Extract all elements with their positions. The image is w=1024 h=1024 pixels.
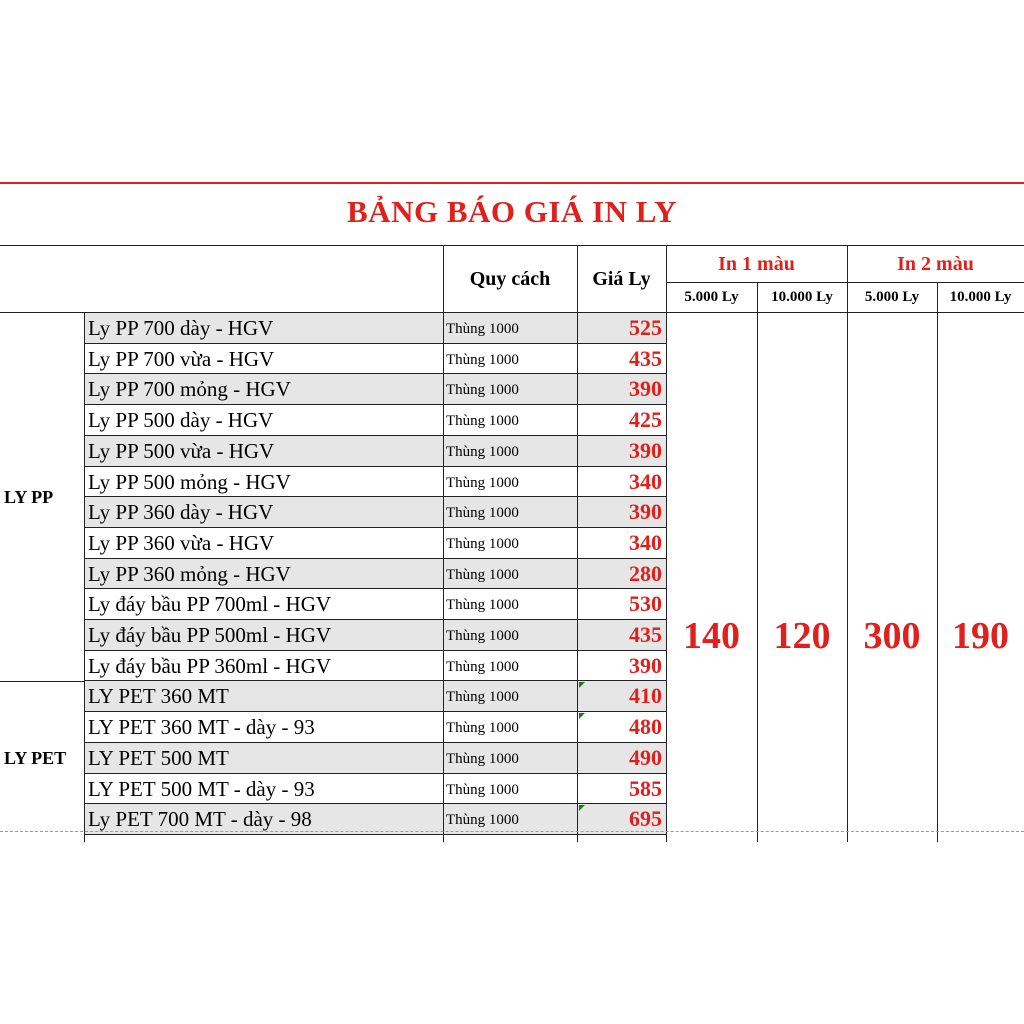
table-row: [84, 405, 666, 435]
table-row: [84, 651, 666, 681]
product-packing: Thùng 1000: [446, 750, 519, 767]
product-packing: Thùng 1000: [446, 443, 519, 460]
product-packing: Thùng 1000: [446, 812, 519, 829]
product-name: Ly PP 500 vừa - HGV: [88, 438, 275, 463]
product-name: LY PET 500 MT - dày - 93: [88, 776, 315, 801]
print-1-color-10000-price: 120: [773, 615, 831, 657]
product-price: 340: [629, 468, 662, 494]
group-label-ly-pet: LY PET: [4, 748, 67, 768]
col-border-print2: [847, 245, 848, 842]
product-name: Ly đáy bầu PP 700ml - HGV: [88, 592, 332, 617]
header-price: Giá Ly: [592, 268, 651, 290]
header-qty-10000-a: 10.000 Ly: [771, 289, 833, 305]
cell-comment-marker: [579, 682, 585, 688]
header-print-1-color: In 1 màu: [718, 253, 795, 275]
print-2-color-10000-price: 190: [952, 615, 1009, 657]
product-name: Ly PP 700 dày - HGV: [88, 316, 274, 340]
product-packing: Thùng 1000: [446, 658, 519, 675]
product-name: Ly PP 700 vừa - HGV: [88, 346, 275, 371]
product-packing: Thùng 1000: [446, 321, 519, 337]
product-packing: Thùng 1000: [446, 781, 519, 798]
table-row: [84, 743, 666, 773]
product-packing: Thùng 1000: [446, 597, 519, 614]
col-border-spec: [443, 245, 444, 842]
page-break-line: [0, 831, 1024, 832]
table-row: [84, 344, 666, 374]
product-packing: Thùng 1000: [446, 720, 519, 737]
product-packing: Thùng 1000: [446, 413, 519, 430]
table-row: [84, 559, 666, 589]
product-price: 480: [629, 714, 662, 740]
product-price: 695: [629, 806, 662, 832]
group-label-ly-pp: LY PP: [4, 487, 54, 507]
table-row: [84, 589, 666, 619]
product-name: Ly PET 700 MT - dày - 98: [88, 807, 312, 832]
product-name: Ly PP 360 dày - HGV: [88, 500, 274, 525]
print-2-color-5000-price: 300: [863, 615, 921, 657]
product-price: 340: [629, 529, 662, 555]
table-row: [84, 374, 666, 404]
print-1-color-5000-price: 140: [683, 615, 740, 657]
product-name: LY PET 360 MT: [88, 684, 229, 709]
product-name: Ly PP 360 mỏng - HGV: [88, 561, 291, 586]
header-qty-5000-b: 5.000 Ly: [864, 289, 920, 305]
product-price: 390: [629, 437, 662, 463]
table-row: [84, 467, 666, 497]
product-price: 525: [629, 315, 662, 340]
product-price: 530: [629, 591, 662, 617]
row-divider: [84, 834, 666, 835]
product-name: LY PET 500 MT: [88, 745, 229, 770]
header-qty-5000-a: 5.000 Ly: [684, 289, 739, 305]
product-packing: Thùng 1000: [446, 505, 519, 522]
product-name: Ly đáy bầu PP 500ml - HGV: [88, 623, 332, 647]
product-price: 410: [629, 683, 662, 709]
group-divider: [0, 681, 84, 682]
product-name: Ly PP 500 dày - HGV: [88, 408, 274, 433]
product-name: LY PET 360 MT - dày - 93: [88, 715, 315, 740]
header-print-2-color: In 2 màu: [897, 253, 974, 275]
product-name: Ly PP 360 vừa - HGV: [88, 530, 275, 555]
product-name: Ly PP 700 mỏng - HGV: [88, 377, 291, 402]
col-border-print1: [666, 245, 667, 842]
cell-comment-marker: [579, 805, 585, 811]
product-packing: Thùng 1000: [446, 628, 519, 644]
header-top-border: [0, 245, 1024, 246]
product-packing: Thùng 1000: [446, 382, 519, 399]
product-packing: Thùng 1000: [446, 351, 519, 368]
product-name: Ly PP 500 mỏng - HGV: [88, 469, 291, 494]
cell-comment-marker: [579, 713, 585, 719]
table-row: [84, 436, 666, 466]
page-title: BẢNG BÁO GIÁ IN LY: [347, 194, 677, 229]
product-price: 390: [629, 376, 662, 402]
product-packing: Thùng 1000: [446, 474, 519, 491]
table-row: [84, 313, 666, 343]
header-qty-10000-b: 10.000 Ly: [949, 289, 1012, 305]
product-price: 280: [629, 560, 662, 586]
col-border-price: [577, 245, 578, 842]
col-border-name: [84, 312, 85, 842]
header-spec: Quy cách: [469, 268, 551, 290]
product-price: 435: [629, 622, 662, 647]
table-row: [84, 528, 666, 558]
col-border-print1-mid: [757, 282, 758, 842]
product-packing: Thùng 1000: [446, 566, 519, 583]
product-price: 490: [629, 744, 662, 770]
table-row: [84, 497, 666, 527]
product-price: 390: [629, 499, 662, 525]
product-name: Ly đáy bầu PP 360ml - HGV: [88, 653, 332, 678]
product-packing: Thùng 1000: [446, 689, 519, 706]
table-row: [84, 620, 666, 650]
top-red-rule: [0, 182, 1024, 184]
product-price: 435: [629, 345, 662, 371]
product-price: 585: [629, 775, 662, 801]
table-row: [84, 774, 666, 804]
product-packing: Thùng 1000: [446, 535, 519, 552]
product-price: 425: [629, 407, 662, 433]
product-price: 390: [629, 652, 662, 678]
col-border-print2-mid: [937, 282, 938, 842]
header-mid-border: [666, 282, 1024, 283]
